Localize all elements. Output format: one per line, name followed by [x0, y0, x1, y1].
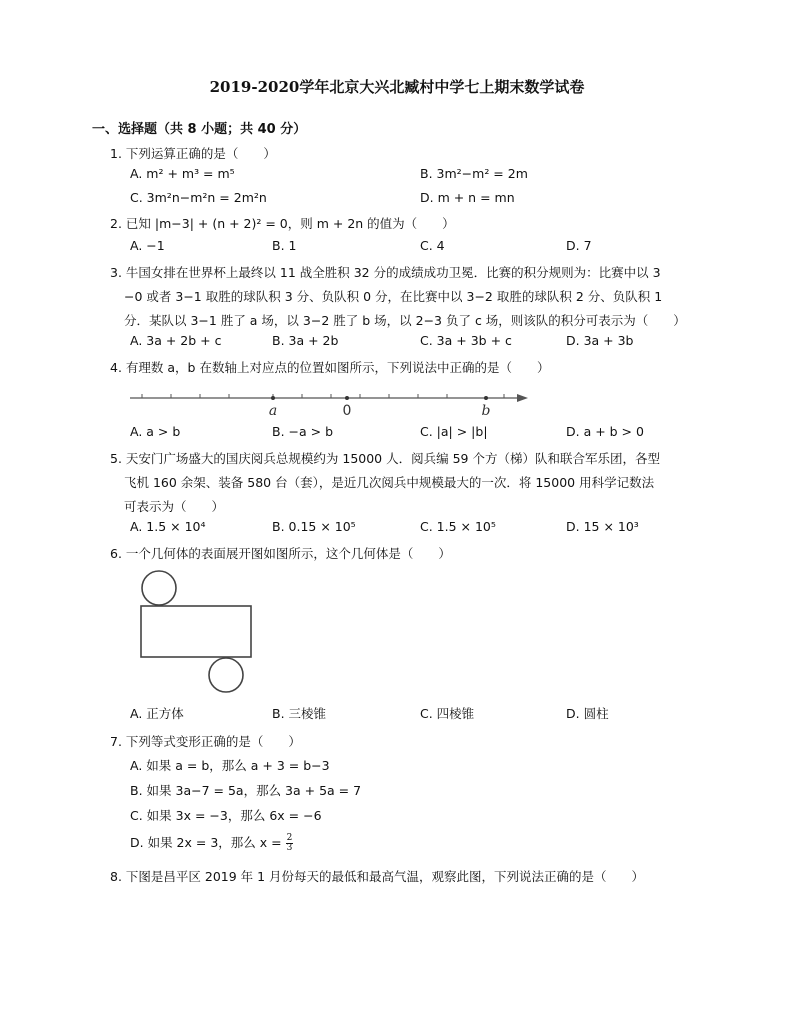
- question-4-option-c: C. |a| > |b|: [420, 424, 488, 439]
- point-b: [484, 396, 488, 400]
- question-2-stem: 2. 已知 |m−3| + (n + 2)² = 0，则 m + 2n 的值为（ ）: [110, 216, 455, 231]
- question-4-option-b: B. −a > b: [272, 424, 334, 439]
- question-6-option-a: A. 正方体: [130, 706, 184, 721]
- question-5-option-c: C. 1.5 × 10⁵: [420, 519, 496, 534]
- point-zero: [345, 396, 349, 400]
- question-7-option-c: C. 如果 3x = −3，那么 6x = −6: [130, 808, 322, 823]
- question-1-option-a: A. m² + m³ = m⁵: [130, 166, 235, 181]
- fraction-two-thirds: [286, 834, 294, 853]
- question-7-option-d: [130, 833, 293, 853]
- question-4-stem: 4. 有理数 a，b 在数轴上对应点的位置如图所示，下列说法中正确的是（ ）: [110, 360, 550, 375]
- fraction-numerator: 2: [286, 833, 293, 843]
- question-7-option-a: A. 如果 a = b，那么 a + 3 = b−3: [130, 758, 330, 773]
- question-7-option-d-text: D. 如果 2x = 3，那么 x =: [130, 835, 282, 850]
- question-2-option-b: B. 1: [272, 238, 297, 253]
- question-5-line-1: 5. 天安门广场盛大的国庆阅兵总规模约为 15000 人．阅兵编 59 个方（梯）队和联合军乐团，各型: [110, 451, 660, 466]
- top-circle: [142, 571, 176, 605]
- question-3-option-c: C. 3a + 3b + c: [420, 333, 512, 348]
- question-8-stem: 8. 下图是昌平区 2019 年 1 月份每天的最低和最高气温，观察此图，下列说法正确的是（ ）: [110, 869, 645, 884]
- question-2-option-d: D. 7: [566, 238, 592, 253]
- question-3-line-3: 分．某队以 3−1 胜了 a 场，以 3−2 胜了 b 场，以 2−3 负了 c 场，则该队的积分可表示为（ ）: [124, 313, 686, 328]
- question-6-option-c: C. 四棱锥: [420, 706, 475, 721]
- question-6-option-b: B. 三棱锥: [272, 706, 327, 721]
- question-2-option-a: A. −1: [130, 238, 165, 253]
- question-1-option-b: B. 3m²−m² = 2m: [420, 166, 528, 181]
- question-5-line-2: 飞机 160 余架、装备 580 台（套），是近几次阅兵中规模最大的一次．将 15000 用科学记数法: [124, 475, 655, 490]
- question-7-stem: 7. 下列等式变形正确的是（ ）: [110, 734, 301, 749]
- cylinder-net-figure: [126, 568, 256, 698]
- question-6-stem: 6. 一个几何体的表面展开图如图所示，这个几何体是（ ）: [110, 546, 451, 561]
- question-4-option-a: A. a > b: [130, 424, 181, 439]
- question-5-option-d: D. 15 × 10³: [566, 519, 639, 534]
- number-line-label-b: b: [481, 403, 491, 419]
- question-5-option-a: A. 1.5 × 10⁴: [130, 519, 206, 534]
- question-2-option-c: C. 4: [420, 238, 445, 253]
- question-3-option-b: B. 3a + 2b: [272, 333, 339, 348]
- fraction-denominator: 3: [286, 843, 293, 853]
- question-7-option-b: B. 如果 3a−7 = 5a，那么 3a + 5a = 7: [130, 783, 362, 798]
- question-3-line-2: −0 或者 3−1 取胜的球队积 3 分、负队积 0 分，在比赛中以 3−2 取胜的球队积 2 分、负队积 1: [124, 289, 663, 304]
- number-line-label-a: a: [268, 403, 278, 419]
- question-5-option-b: B. 0.15 × 10⁵: [272, 519, 356, 534]
- bottom-circle: [209, 658, 243, 692]
- document-title: 2019-2020学年北京大兴北臧村中学七上期末数学试卷: [209, 78, 585, 96]
- section-heading: 一、选择题（共 8 小题；共 40 分）: [92, 122, 307, 137]
- number-line-figure: [128, 388, 532, 418]
- question-1-stem: 1. 下列运算正确的是（ ）: [110, 146, 276, 161]
- question-3-option-a: A. 3a + 2b + c: [130, 333, 222, 348]
- question-4-option-d: D. a + b > 0: [566, 424, 644, 439]
- question-3-option-d: D. 3a + 3b: [566, 333, 634, 348]
- question-1-option-d: D. m + n = mn: [420, 190, 515, 205]
- question-6-option-d: D. 圆柱: [566, 706, 609, 721]
- point-a: [271, 396, 275, 400]
- question-1-option-c: C. 3m²n−m²n = 2m²n: [130, 190, 267, 205]
- number-line-label-zero: 0: [342, 403, 352, 419]
- question-3-line-1: 3. 牛国女排在世界杯上最终以 11 战全胜积 32 分的成绩成功卫冕．比赛的积分规则为：比赛中以 3: [110, 265, 661, 280]
- question-5-line-3: 可表示为（ ）: [124, 499, 225, 514]
- lateral-rectangle: [141, 606, 251, 657]
